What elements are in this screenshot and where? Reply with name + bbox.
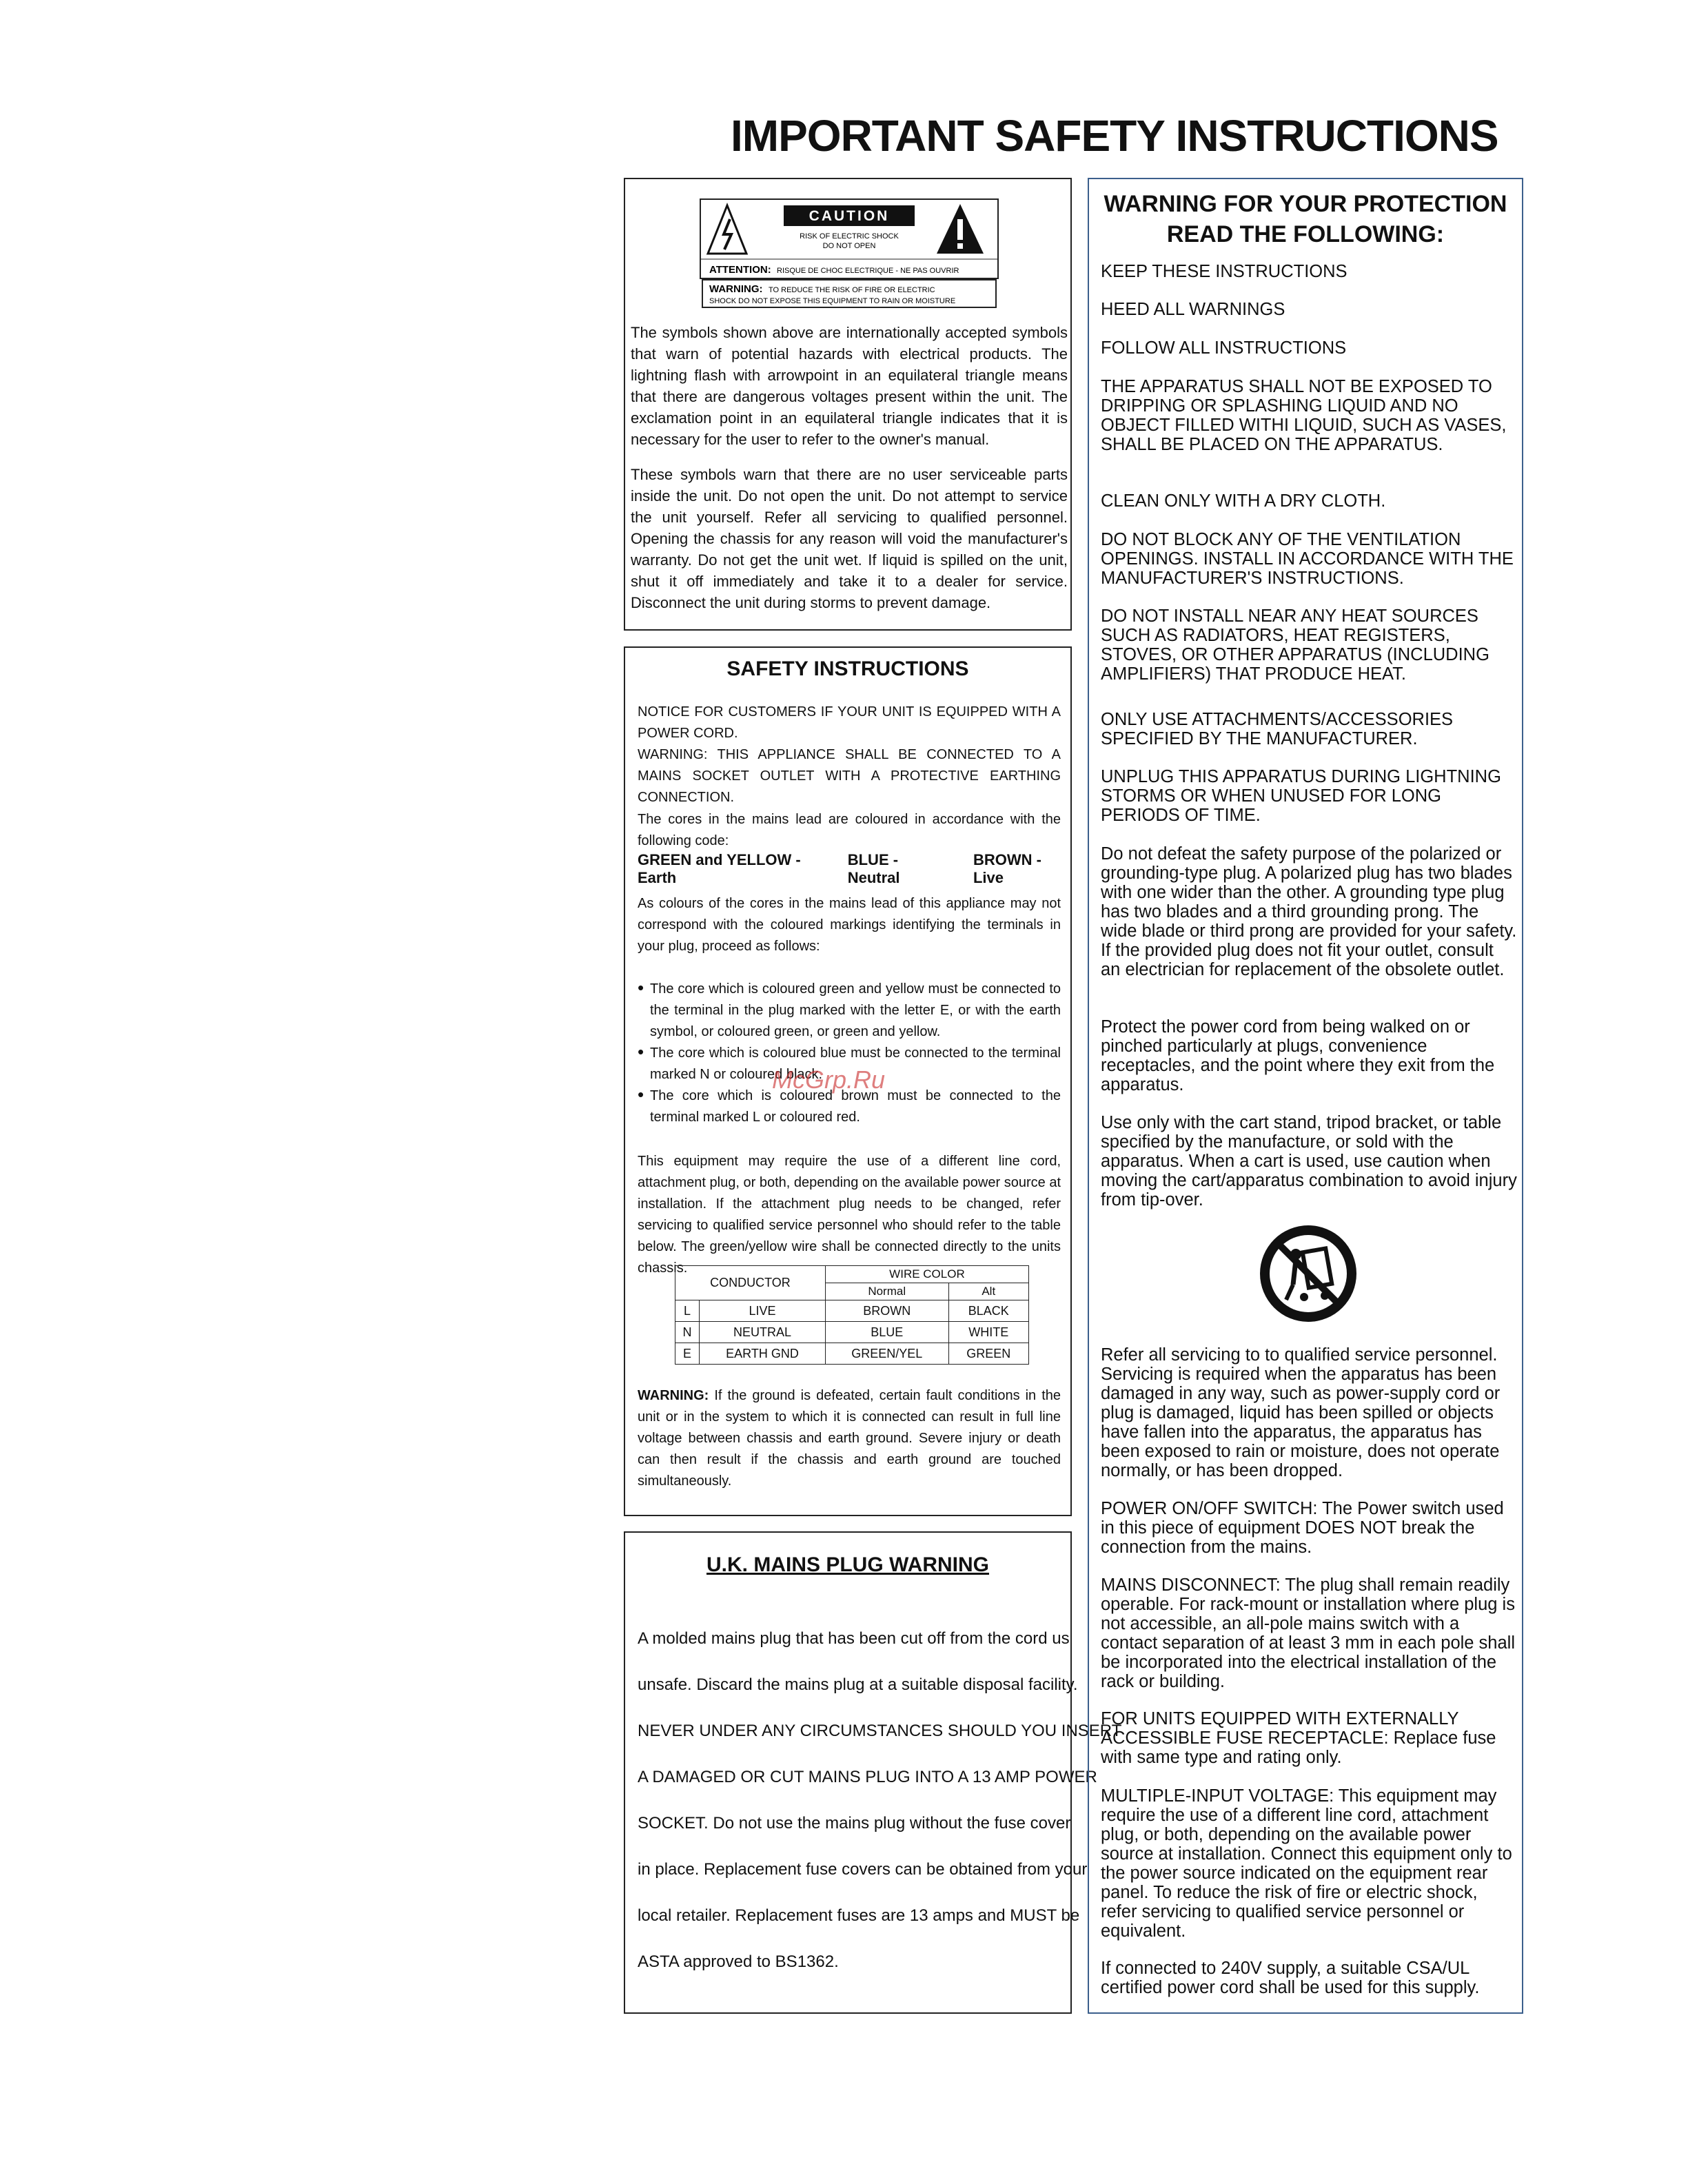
- row-normal: GREEN/YEL: [825, 1343, 948, 1365]
- attention-label: ATTENTION:: [709, 264, 771, 276]
- bullet-neutral: • The core which is coloured blue must be connected to the terminal marked N or coloured black.: [638, 1043, 1061, 1085]
- warning-item: DO NOT BLOCK ANY OF THE VENTILATION OPENINGS. INSTALL IN ACCORDANCE WITH THE MANUFACTURER'S INSTRUCTIONS.: [1101, 530, 1514, 588]
- uk-line-4: A DAMAGED OR CUT MAINS PLUG INTO A 13 AMP POWER: [638, 1768, 1097, 1786]
- warning-item: Protect the power cord from being walked on or pinched particularly at plugs, convenience receptacles, and the point where they exit from the apparatus.: [1101, 1017, 1495, 1094]
- bullet-live: • The core which is coloured brown must be connected to the terminal marked L or coloured red.: [638, 1085, 1061, 1128]
- row-name: EARTH GND: [700, 1343, 826, 1365]
- table-row: [675, 1343, 1029, 1365]
- protection-heading-line-2: READ THE FOLLOWING:: [1166, 221, 1445, 247]
- core-bullet-list: [638, 979, 1061, 1128]
- uk-line-5: SOCKET. Do not use the mains plug without the fuse cover: [638, 1814, 1071, 1833]
- warning-item: POWER ON/OFF SWITCH: The Power switch used in this piece of equipment DOES NOT break the connection from the mains.: [1101, 1499, 1504, 1557]
- warning-item: UNPLUG THIS APPARATUS DURING LIGHTNING STORMS OR WHEN UNUSED FOR LONG PERIODS OF TIME.: [1101, 767, 1501, 825]
- table-row: [675, 1322, 1029, 1343]
- wire-color-header: WIRE COLOR: [825, 1266, 1028, 1283]
- caution-symbols-panel: [624, 178, 1072, 631]
- warning-item: Refer all servicing to to qualified service personnel. Servicing is required when the apparatus has been damaged in any way, such as power-supply cord or plug is damaged, liquid has been spilled or objects have fallen into the apparatus, the apparatus has been exposed to rain or moisture, does not operate normally, or has been dropped.: [1101, 1345, 1501, 1480]
- warning-item: Use only with the cart stand, tripod bracket, or table specified by the manufacture, or sold with the apparatus. When a cart is used, use caution when moving the cart/apparatus combination to avoid injury from tip-over.: [1101, 1113, 1517, 1210]
- bullet-earth: • The core which is coloured green and yellow must be connected to the terminal in the plug marked with the letter E, or with the earth symbol, or coloured green, or green and yellow.: [638, 979, 1061, 1043]
- warning-item: THE APPARATUS SHALL NOT BE EXPOSED TO DRIPPING OR SPLASHING LIQUID AND NO OBJECT FILLED WITHI LIQUID, SUCH AS VASES, SHALL BE PLACED ON THE APPARATUS.: [1101, 377, 1507, 454]
- warning-item: CLEAN ONLY WITH A DRY CLOTH.: [1101, 491, 1386, 511]
- row-code: E: [675, 1343, 700, 1365]
- attention-text: RISQUE DE CHOC ELECTRIQUE - NE PAS OUVRIR: [777, 267, 959, 275]
- symbols-paragraph-1: The symbols shown above are internationally accepted symbols that warn of potential hazards with electrical products. The lightning flash with arrowpoint in an equilateral triangle means that there are dangerous voltages present within the unit. The exclamation point in an equilateral triangle indicates that it is necessary for the user to refer to the owner's manual.: [631, 324, 1068, 448]
- uk-line-1: A molded mains plug that has been cut off from the cord us: [638, 1629, 1070, 1648]
- do-not-open-text: DO NOT OPEN: [822, 242, 876, 250]
- conductor-header: CONDUCTOR: [675, 1266, 826, 1300]
- warning-item: ONLY USE ATTACHMENTS/ACCESSORIES SPECIFIED BY THE MANUFACTURER.: [1101, 710, 1454, 748]
- row-normal: BROWN: [825, 1300, 948, 1322]
- color-code-row: [638, 851, 1061, 887]
- caution-text: CAUTION: [809, 208, 890, 224]
- colours-paragraph: As colours of the cores in the mains lead of this appliance may not correspond with the coloured markings identifying the terminals in your plug, proceed as follows:: [638, 896, 1061, 954]
- protection-heading-line-1: WARNING FOR YOUR PROTECTION: [1104, 191, 1507, 217]
- row-code: N: [675, 1322, 700, 1343]
- line-cord-paragraph: This equipment may require the use of a different line cord, attachment plug, or both, depending on the available power source at installation. If the attachment plug needs to be changed, refer servicing to qualified service personnel who should refer to the table below. The green/yellow wire shall be connected directly to the units chassis.: [638, 1154, 1061, 1276]
- warning-item: FOLLOW ALL INSTRUCTIONS: [1101, 338, 1347, 358]
- uk-mains-plug-panel: [624, 1531, 1122, 2014]
- table-row: [675, 1300, 1029, 1322]
- power-cord-notice: NOTICE FOR CUSTOMERS IF YOUR UNIT IS EQUIPPED WITH A POWER CORD.: [638, 704, 1061, 741]
- uk-line-3: NEVER UNDER ANY CIRCUMSTANCES SHOULD YOU INSERT: [638, 1722, 1122, 1740]
- row-name: NEUTRAL: [700, 1322, 826, 1343]
- code-neutral: BLUE - Neutral: [847, 851, 900, 886]
- row-code: L: [675, 1300, 700, 1322]
- earthing-warning: WARNING: THIS APPLIANCE SHALL BE CONNECTED TO A MAINS SOCKET OUTLET WITH A PROTECTIVE EARTHING CONNECTION.: [638, 747, 1061, 805]
- warning-item: MULTIPLE-INPUT VOLTAGE: This equipment may require the use of a different line cord, attachment plug, or both, depending on the available power source at installation. Connect this equipment only to the power source indicated on the equipment rear panel. To reduce the risk of fire or electric shock, refer servicing to qualified service personnel or equivalent.: [1101, 1786, 1512, 1941]
- normal-header: Normal: [825, 1283, 948, 1300]
- protection-heading: [1089, 189, 1522, 249]
- warning-item: HEED ALL WARNINGS: [1101, 300, 1285, 319]
- warning-item: KEEP THESE INSTRUCTIONS: [1101, 262, 1348, 281]
- wire-color-table: [675, 1265, 1029, 1365]
- ground-warning-text: If the ground is defeated, certain fault conditions in the unit or in the system to which it is connected can result in full line voltage between chassis and earth ground. Severe injury or death can then result if the chassis and earth ground are touched simultaneously.: [638, 1388, 1061, 1489]
- uk-heading: U.K. MAINS PLUG WARNING: [706, 1553, 989, 1576]
- uk-line-8: ASTA approved to BS1362.: [638, 1952, 839, 1971]
- watermark: McGrp.Ru: [772, 1065, 886, 1094]
- uk-line-2: unsafe. Discard the mains plug at a suitable disposal facility.: [638, 1675, 1078, 1694]
- warning-label: WARNING:: [709, 283, 763, 295]
- warning-item: FOR UNITS EQUIPPED WITH EXTERNALLY ACCESSIBLE FUSE RECEPTACLE: Replace fuse with same type and rating only.: [1101, 1709, 1496, 1767]
- code-earth: GREEN and YELLOW - Earth: [638, 851, 801, 886]
- safety-heading: SAFETY INSTRUCTIONS: [726, 657, 969, 680]
- warning-item: Do not defeat the safety purpose of the polarized or grounding-type plug. A polarized plug has two blades with one wider than the other. A grounding type plug has two blades and a third grounding prong. The wide blade or third prong are provided for your safety. If the provided plug does not fit your outlet, consult an electrician for replacement of the obsolete outlet.: [1101, 844, 1517, 979]
- row-alt: GREEN: [948, 1343, 1028, 1365]
- warning-item: If connected to 240V supply, a suitable CSA/UL certified power cord shall be used for this supply.: [1101, 1959, 1480, 1997]
- ground-warning-label: WARNING:: [638, 1388, 709, 1403]
- row-normal: BLUE: [825, 1322, 948, 1343]
- uk-line-6: in place. Replacement fuse covers can be obtained from your: [638, 1860, 1088, 1879]
- row-alt: BLACK: [948, 1300, 1028, 1322]
- cores-intro: The cores in the mains lead are coloured in accordance with the following code:: [638, 812, 1061, 848]
- protection-warnings-panel: [1088, 178, 1523, 2014]
- ground-warning: [638, 1385, 1061, 1492]
- alt-header: Alt: [948, 1283, 1028, 1300]
- warning-item: MAINS DISCONNECT: The plug shall remain readily operable. For rack-mount or installation where plug is not accessible, an all-pole mains switch with a contact separation of at least 3 mm in each pole shall be incorporated into the electrical installation of the rack or building.: [1101, 1575, 1516, 1691]
- risk-text: RISK OF ELECTRIC SHOCK: [800, 232, 899, 241]
- warning-text-2: SHOCK DO NOT EXPOSE THIS EQUIPMENT TO RAIN OR MOISTURE: [709, 297, 956, 305]
- row-alt: WHITE: [948, 1322, 1028, 1343]
- caution-label-graphic: [700, 198, 999, 310]
- cart-tip-over-icon: [1257, 1223, 1359, 1325]
- uk-line-7: local retailer. Replacement fuses are 13 amps and MUST be: [638, 1906, 1080, 1925]
- symbols-paragraph-2: These symbols warn that there are no user serviceable parts inside the unit. Do not open the unit. Do not attempt to service the unit yourself. Refer all servicing to qualified personnel. Opening the chassis for any reason will void the manufacturer's warranty. Do not get the unit wet. If liquid is spilled on the unit, shut it off immediately and take it to a dealer for service. Disconnect the unit during storms to prevent damage.: [631, 466, 1068, 611]
- warning-text-1: TO REDUCE THE RISK OF FIRE OR ELECTRIC: [769, 286, 935, 294]
- row-name: LIVE: [700, 1300, 826, 1322]
- code-live: BROWN - Live: [973, 851, 1041, 886]
- warning-item: DO NOT INSTALL NEAR ANY HEAT SOURCES SUCH AS RADIATORS, HEAT REGISTERS, STOVES, OR OTHER APPARATUS (INCLUDING AMPLIFIERS) THAT PRODUCE HEAT.: [1101, 606, 1489, 684]
- page-title: IMPORTANT SAFETY INSTRUCTIONS: [731, 111, 1498, 161]
